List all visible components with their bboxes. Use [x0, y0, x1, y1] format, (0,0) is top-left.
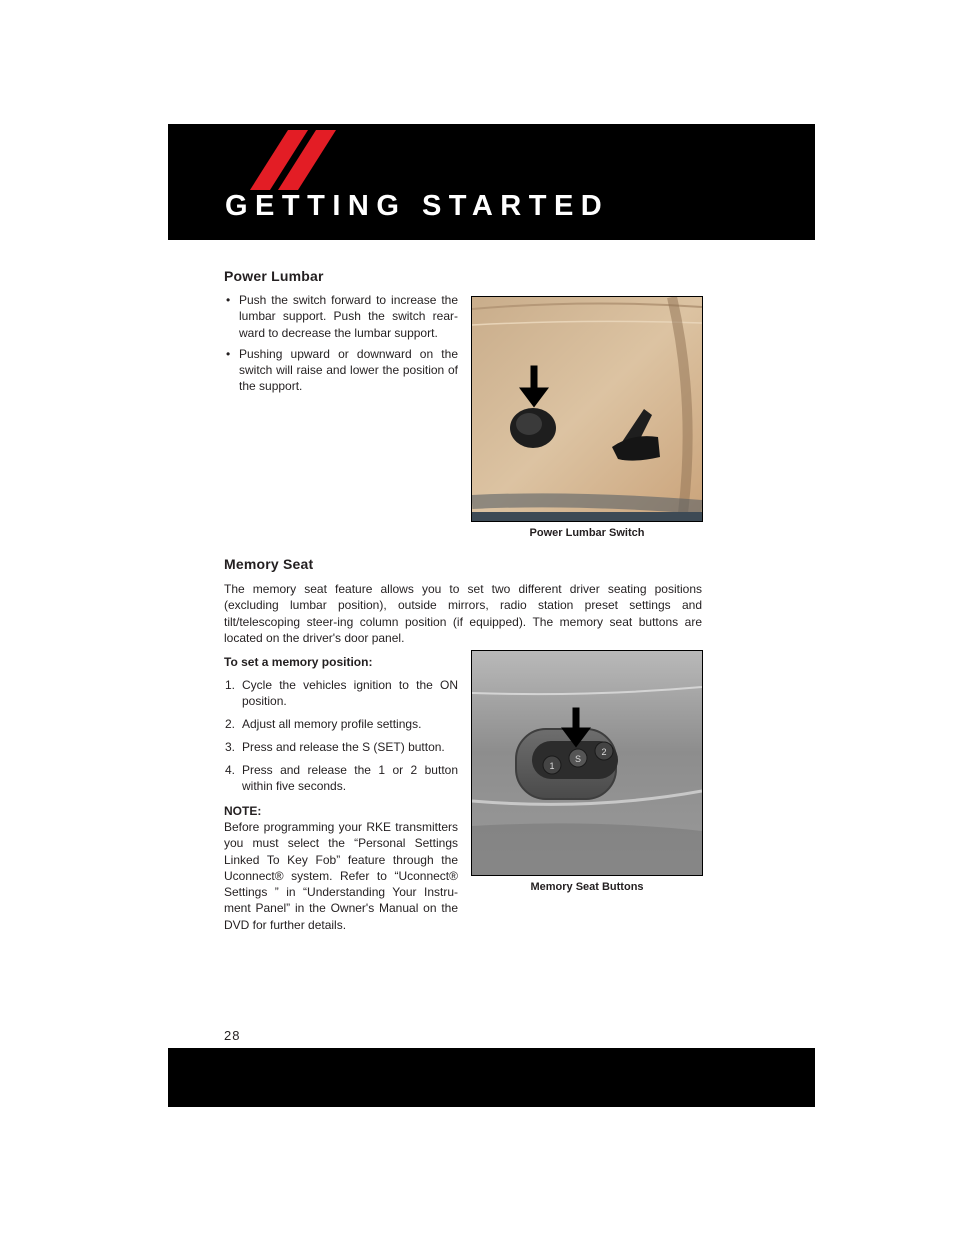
- list-item: [224, 716, 458, 732]
- footer-band: [168, 1048, 815, 1107]
- door-panel-illustration: [472, 651, 702, 875]
- step-number: 1.: [225, 678, 236, 692]
- section-title: GETTING STARTED: [225, 190, 610, 222]
- memory-seat-heading: Memory Seat: [224, 556, 314, 572]
- power-lumbar-heading: Power Lumbar: [224, 268, 324, 284]
- step-number: 2.: [225, 717, 236, 732]
- step-text: Cycle the vehicles ignition to the ON position.: [242, 678, 458, 709]
- memory-position-steps: [224, 677, 458, 801]
- list-item: • Pushing upward or downward on the switch will raise and lower the position of the support.: [224, 346, 458, 395]
- step-text: Press and release the S (SET) button.: [242, 739, 445, 754]
- header-band: [168, 124, 815, 240]
- memory-button-2-label: 2: [601, 747, 607, 757]
- step-number: 3.: [225, 739, 236, 754]
- memory-seat-caption: Memory Seat Buttons: [530, 881, 644, 893]
- power-lumbar-photo: [471, 296, 703, 522]
- seat-side-illustration: [472, 297, 702, 521]
- power-lumbar-bullets: [224, 292, 458, 400]
- list-item: • Push the switch forward to increase the lumbar support. Push the switch rear-ward to decrease the lumbar support.: [224, 292, 458, 341]
- memory-seat-photo: [471, 650, 703, 876]
- list-item: [224, 762, 458, 795]
- list-item: [224, 739, 458, 755]
- note-label: NOTE:: [224, 804, 262, 818]
- memory-button-set-label: S: [574, 754, 582, 764]
- step-number: 4.: [225, 762, 236, 777]
- note-body: Before programming your RKE transmitters you must select the “Personal Settings Linked To Key Fob” feature through the Uconnect® system. Refer to “Uconnect® Settings ” in “Understanding Your Instru-ment Panel” in the Owner's Manual on the DVD for further details.: [224, 820, 458, 932]
- memory-position-subheading: To set a memory position:: [224, 655, 373, 669]
- brand-stripes-logo: [248, 130, 358, 190]
- page-number: 28: [224, 1028, 241, 1043]
- step-text: Press and release the 1 or 2 button within five seconds.: [242, 762, 458, 793]
- memory-seat-intro: The memory seat feature allows you to set two different driver seating positions (excluding lumbar position), outside mirrors, radio station preset settings and tilt/telescoping steer-ing column position (if equipped). The memory seat buttons are located on the driver's door panel.: [224, 582, 702, 645]
- step-text: Adjust all memory profile settings.: [242, 717, 422, 732]
- power-lumbar-caption: Power Lumbar Switch: [529, 527, 645, 539]
- memory-button-1-label: 1: [549, 761, 555, 771]
- list-item: [224, 677, 458, 710]
